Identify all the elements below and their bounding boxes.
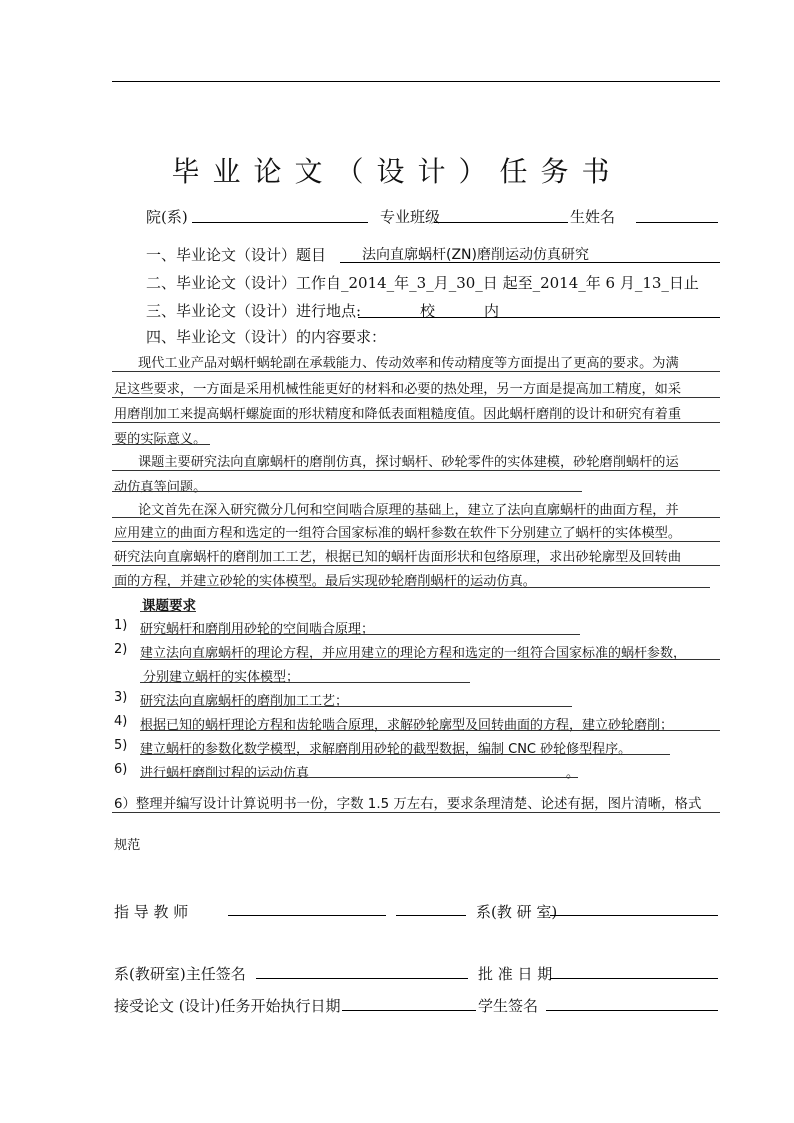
- para-underline: [112, 491, 582, 492]
- para1-line2: 足这些要求，一方面是采用机械性能更好的材料和必要的热处理，另一方面是提高加工精度，如采: [114, 382, 682, 397]
- director-signature-label: 系(教研室)主任签名: [114, 965, 246, 983]
- para3-line2: 应用建立的曲面方程和选定的一组符合国家标准的蜗杆参数在软件下分别建立了蜗杆的实体模型。: [114, 526, 682, 541]
- para-underline: [112, 422, 720, 423]
- approval-date-field[interactable]: [550, 978, 718, 979]
- req2-text-line2: 分别建立蜗杆的实体模型；: [143, 670, 300, 685]
- student-signature-label: 学生签名: [478, 997, 539, 1015]
- para-underline: [112, 371, 720, 372]
- advisor-extra-field[interactable]: [396, 915, 466, 916]
- para1-line1: 现代工业产品对蜗杆蜗轮副在承载能力、传动效率和传动精度等方面提出了更高的要求。为满: [138, 356, 679, 371]
- para-underline: [112, 397, 720, 398]
- para2-line2: 动仿真等问题。: [114, 480, 207, 495]
- major-field[interactable]: [434, 222, 568, 223]
- requirements-heading: 课题要求: [142, 598, 196, 614]
- req2-number: 2): [114, 642, 128, 657]
- req5-text: 建立蜗杆的参数化数学模型，求解磨削用砂轮的截型数据，编制 CNC 砂轮修型程序。: [140, 742, 632, 757]
- advisor-label: 指 导 教 师: [114, 903, 189, 921]
- item3-value-1: 校: [420, 302, 436, 320]
- req6-end: 。: [566, 766, 580, 781]
- req3-number: 3): [114, 690, 128, 705]
- req6-text: 进行蜗杆磨削过程的运动仿真: [140, 766, 310, 781]
- item1-label: 一、毕业论文（设计）题目: [146, 246, 327, 264]
- req6-number: 6): [114, 762, 128, 777]
- name-label: 生姓名: [570, 208, 616, 226]
- para-underline: [112, 541, 720, 542]
- req-underline: [140, 682, 470, 683]
- req1-number: 1): [114, 618, 128, 633]
- name-field[interactable]: [636, 222, 718, 223]
- para1-line4: 要的实际意义。: [114, 432, 207, 447]
- req-underline: [140, 777, 578, 778]
- req-underline: [112, 812, 720, 813]
- req-underline: [140, 659, 720, 660]
- item1-underline: [340, 262, 720, 263]
- student-signature-field[interactable]: [546, 1010, 718, 1011]
- req-underline: [140, 754, 670, 755]
- req1-text: 研究蜗杆和磨削用砂轮的空间啮合原理；: [140, 622, 375, 637]
- req2-text-line1: 建立法向直廓蜗杆的理论方程，并应用建立的理论方程和选定的一组符合国家标准的蜗杆参数，: [140, 646, 687, 661]
- para-underline: [112, 565, 720, 566]
- req7-text-line2: 规范: [114, 838, 141, 853]
- item3-value-2: 内: [484, 302, 500, 320]
- para-underline: [112, 587, 710, 588]
- para2-line1: 课题主要研究法向直廓蜗杆的磨削仿真，探讨蜗杆、砂轮零件的实体建模，砂轮磨削蜗杆的运: [138, 455, 679, 470]
- dept-field[interactable]: [192, 222, 368, 223]
- req3-text: 研究法向直廓蜗杆的磨削加工工艺；: [140, 694, 349, 709]
- item2-text: 二、毕业论文（设计）工作自_2014_年_3_月_30_日 起至_2014_年 6 月_13_日止: [146, 274, 699, 292]
- accept-date-field[interactable]: [342, 1010, 476, 1011]
- item3-label: 三、毕业论文（设计）进行地点:: [146, 302, 362, 320]
- approval-date-label: 批 准 日 期: [478, 965, 553, 983]
- item3-underline: [358, 317, 720, 318]
- thesis-title: 法向直廓蜗杆(ZN)磨削运动仿真研究: [362, 247, 589, 263]
- req-underline: [140, 706, 572, 707]
- major-label: 专业班级: [380, 208, 441, 226]
- dept-office-label: 系(教 研 室): [476, 903, 558, 921]
- para-underline: [112, 470, 720, 471]
- dept-label: 院(系): [146, 208, 188, 226]
- dept-office-field[interactable]: [550, 915, 718, 916]
- director-signature-field[interactable]: [256, 978, 468, 979]
- req-underline: [140, 634, 580, 635]
- req5-number: 5): [114, 738, 128, 753]
- req4-text: 根据已知的蜗杆理论方程和齿轮啮合原理，求解砂轮廓型及回转曲面的方程，建立砂轮磨削；: [140, 718, 674, 733]
- page-title: 毕业论文（设计）任务书: [171, 155, 623, 188]
- advisor-field[interactable]: [228, 915, 386, 916]
- heading-underline: [140, 611, 196, 612]
- para3-line4: 面的方程，并建立砂轮的实体模型。最后实现砂轮磨削蜗杆的运动仿真。: [114, 574, 536, 589]
- para-underline: [112, 444, 210, 445]
- para1-line3: 用磨削加工来提高蜗杆螺旋面的形状精度和降低表面粗糙度值。因此蜗杆磨削的设计和研究有着重: [114, 407, 682, 422]
- req-underline: [140, 730, 720, 731]
- para-underline: [112, 517, 720, 518]
- accept-date-label: 接受论文 (设计)任务开始执行日期: [114, 997, 341, 1015]
- para3-line1: 论文首先在深入研究微分几何和空间啮合原理的基础上，建立了法向直廓蜗杆的曲面方程，并: [138, 503, 679, 518]
- para3-line3: 研究法向直廓蜗杆的磨削加工工艺，根据已知的蜗杆齿面形状和包络原理，求出砂轮廓型及回转曲: [114, 550, 682, 565]
- item4-label: 四、毕业论文（设计）的内容要求：: [146, 328, 387, 346]
- req4-number: 4): [114, 714, 128, 729]
- req7-text-line1: 6）整理并编写设计计算说明书一份，字数 1.5 万左右，要求条理清楚、论述有据，图片清晰，格式: [114, 797, 702, 812]
- top-rule: [112, 81, 720, 82]
